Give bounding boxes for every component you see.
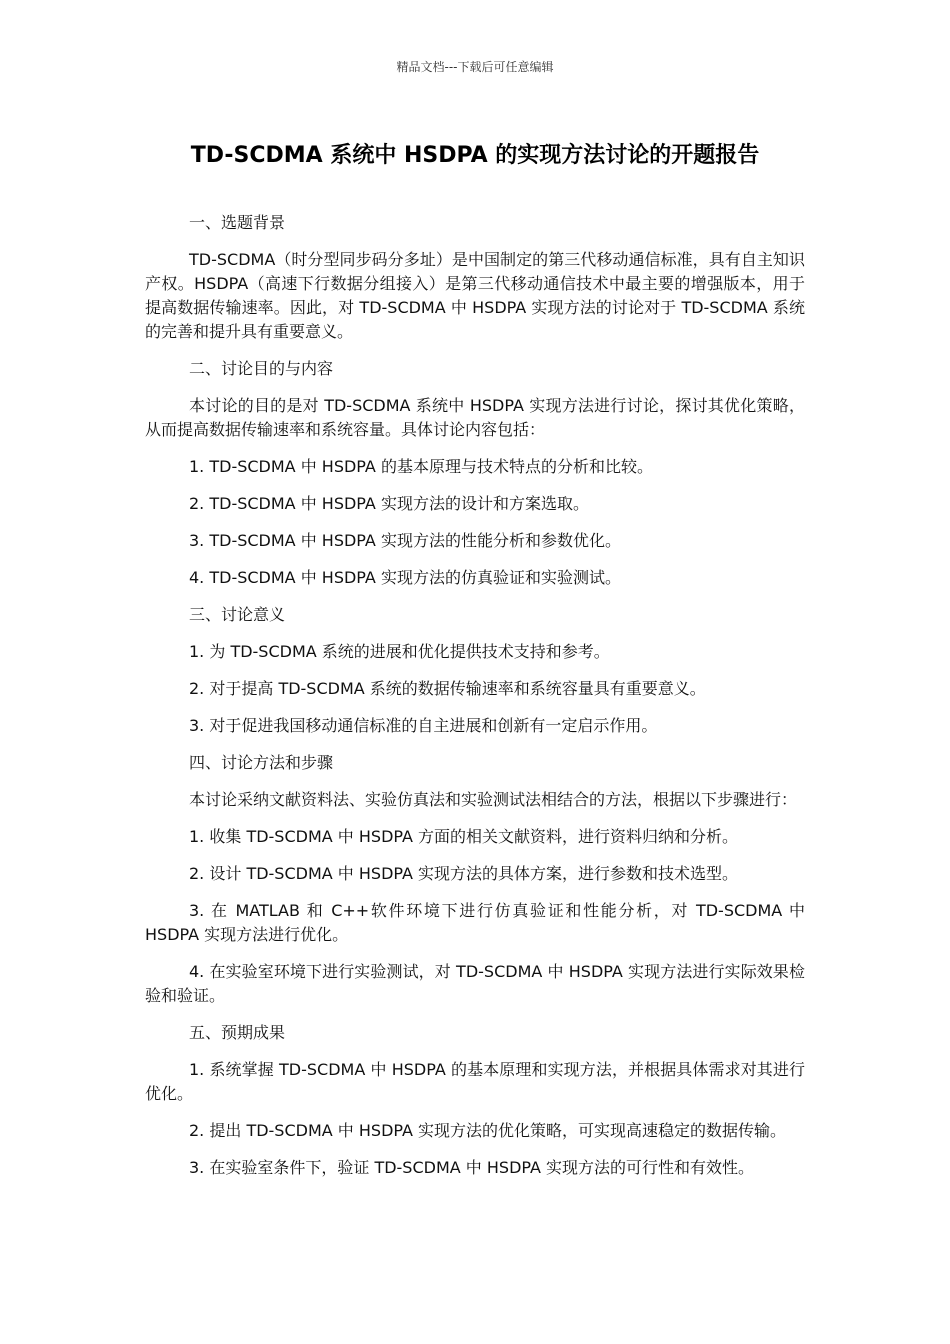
list-item-content-1: 1. TD-SCDMA 中 HSDPA 的基本原理与技术特点的分析和比较。: [189, 457, 653, 476]
list-item-significance-3: 3. 对于促进我国移动通信标准的自主进展和创新有一定启示作用。: [189, 716, 658, 735]
list-item-step-1: 1. 收集 TD-SCDMA 中 HSDPA 方面的相关文献资料，进行资料归纳和分析。: [189, 827, 739, 846]
paragraph-background: TD-SCDMA（时分型同步码分多址）是中国制定的第三代移动通信标准，具有自主知识产权。HSDPA（高速下行数据分组接入）是第三代移动通信技术中最主要的增强版本，用于提高数据传输速率。因此，对 TD-SCDMA 中 HSDPA 实现方法的讨论对于 TD-SCDMA 系统的完善和提升具有重要意义。: [145, 250, 805, 341]
list-item-content-4: 4. TD-SCDMA 中 HSDPA 实现方法的仿真验证和实验测试。: [189, 568, 621, 587]
list-item-content-2: 2. TD-SCDMA 中 HSDPA 实现方法的设计和方案选取。: [189, 494, 589, 513]
list-item-outcome-3: 3. 在实验室条件下，验证 TD-SCDMA 中 HSDPA 实现方法的可行性和有效性。: [189, 1158, 755, 1177]
list-item-significance-1: 1. 为 TD-SCDMA 系统的进展和优化提供技术支持和参考。: [189, 642, 610, 661]
section-heading-outcomes: 五、预期成果: [189, 1023, 286, 1042]
section-heading-significance: 三、讨论意义: [189, 605, 286, 624]
page-header: 精品文档---下载后可任意编辑: [396, 60, 554, 74]
list-item-outcome-2: 2. 提出 TD-SCDMA 中 HSDPA 实现方法的优化策略，可实现高速稳定的数据传输。: [189, 1121, 787, 1140]
section-heading-background: 一、选题背景: [189, 213, 286, 232]
paragraph-purpose: 本讨论的目的是对 TD-SCDMA 系统中 HSDPA 实现方法进行讨论，探讨其优化策略，从而提高数据传输速率和系统容量。具体讨论内容包括：: [145, 396, 805, 439]
document-body: [145, 211, 805, 1193]
list-item-step-3: 3. 在 MATLAB 和 C++软件环境下进行仿真验证和性能分析，对 TD-SCDMA 中 HSDPA 实现方法进行优化。: [145, 901, 805, 944]
list-item-step-2: 2. 设计 TD-SCDMA 中 HSDPA 实现方法的具体方案，进行参数和技术选型。: [189, 864, 739, 883]
list-item-significance-2: 2. 对于提高 TD-SCDMA 系统的数据传输速率和系统容量具有重要意义。: [189, 679, 706, 698]
paragraph-methods: 本讨论采纳文献资料法、实验仿真法和实验测试法相结合的方法，根据以下步骤进行：: [189, 790, 798, 809]
list-item-step-4: 4. 在实验室环境下进行实验测试，对 TD-SCDMA 中 HSDPA 实现方法进行实际效果检验和验证。: [145, 962, 805, 1005]
section-heading-purpose: 二、讨论目的与内容: [189, 359, 334, 378]
document-title: TD-SCDMA 系统中 HSDPA 的实现方法讨论的开题报告: [190, 143, 760, 168]
list-item-content-3: 3. TD-SCDMA 中 HSDPA 实现方法的性能分析和参数优化。: [189, 531, 621, 550]
list-item-outcome-1: 1. 系统掌握 TD-SCDMA 中 HSDPA 的基本原理和实现方法，并根据具体需求对其进行优化。: [145, 1060, 805, 1103]
section-heading-methods: 四、讨论方法和步骤: [189, 753, 334, 772]
